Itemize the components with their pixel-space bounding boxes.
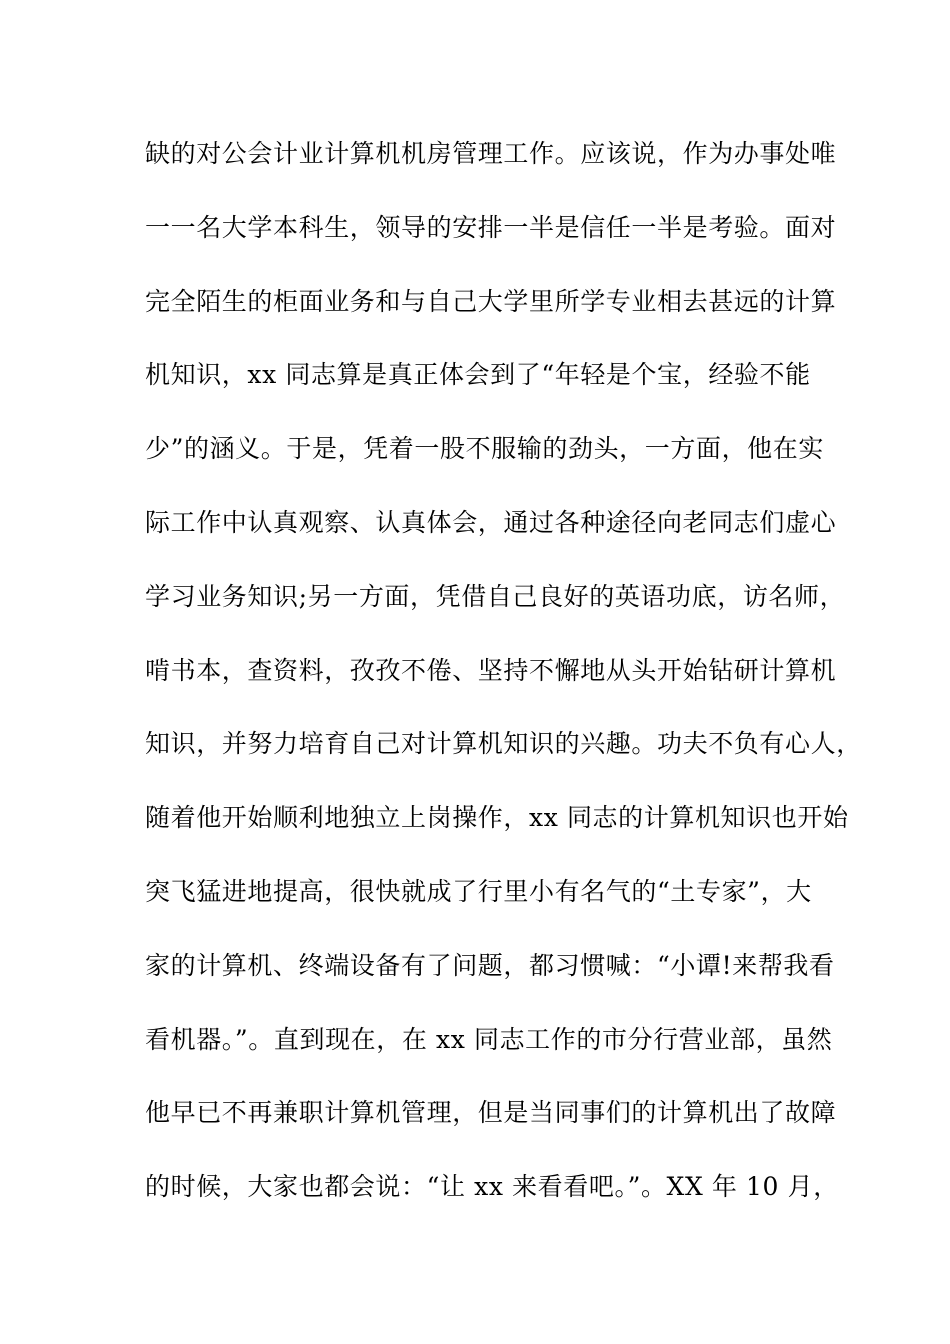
- text-line: 一一名大学本科生，领导的安排一半是信任一半是考验。面对: [145, 212, 837, 242]
- text-line: 缺的对公会计业计算机机房管理工作。应该说，作为办事处唯: [145, 139, 837, 168]
- text-line: 看机器。”。直到现在，在 xx 同志工作的市分行营业部，虽然: [145, 1024, 833, 1054]
- text-line: 学习业务知识;另一方面，凭借自己良好的英语功底，访名师，: [145, 581, 846, 611]
- text-line: 他早已不再兼职计算机管理，但是当同事们的计算机出了故障: [145, 1098, 837, 1128]
- text-line: 的时候，大家也都会说：“让 xx 来看看吧。”。XX 年 10 月，: [145, 1172, 839, 1202]
- text-line: 突飞猛进地提高，很快就成了行里小有名气的“土专家”，大: [145, 876, 812, 906]
- text-line: 随着他开始顺利地独立上岗操作，xx 同志的计算机知识也开始: [145, 803, 849, 833]
- text-line: 家的计算机、终端设备有了问题，都习惯喊：“小谭!来帮我看: [145, 950, 835, 980]
- text-line: 啃书本，查资料，孜孜不倦、坚持不懈地从头开始钻研计算机: [145, 655, 837, 685]
- text-line: 少”的涵义。于是，凭着一股不服输的劲头，一方面，他在实: [145, 434, 824, 464]
- body-paragraph: [145, 132, 862, 1239]
- text-line: 知识，并努力培育自己对计算机知识的兴趣。功夫不负有心人，: [145, 729, 862, 759]
- text-line: 完全陌生的柜面业务和与自己大学里所学专业相去甚远的计算: [145, 286, 837, 316]
- text-line: 机知识，xx 同志算是真正体会到了“年轻是个宝，经验不能: [145, 360, 811, 390]
- text-line: 际工作中认真观察、认真体会，通过各种途径向老同志们虚心: [145, 507, 837, 537]
